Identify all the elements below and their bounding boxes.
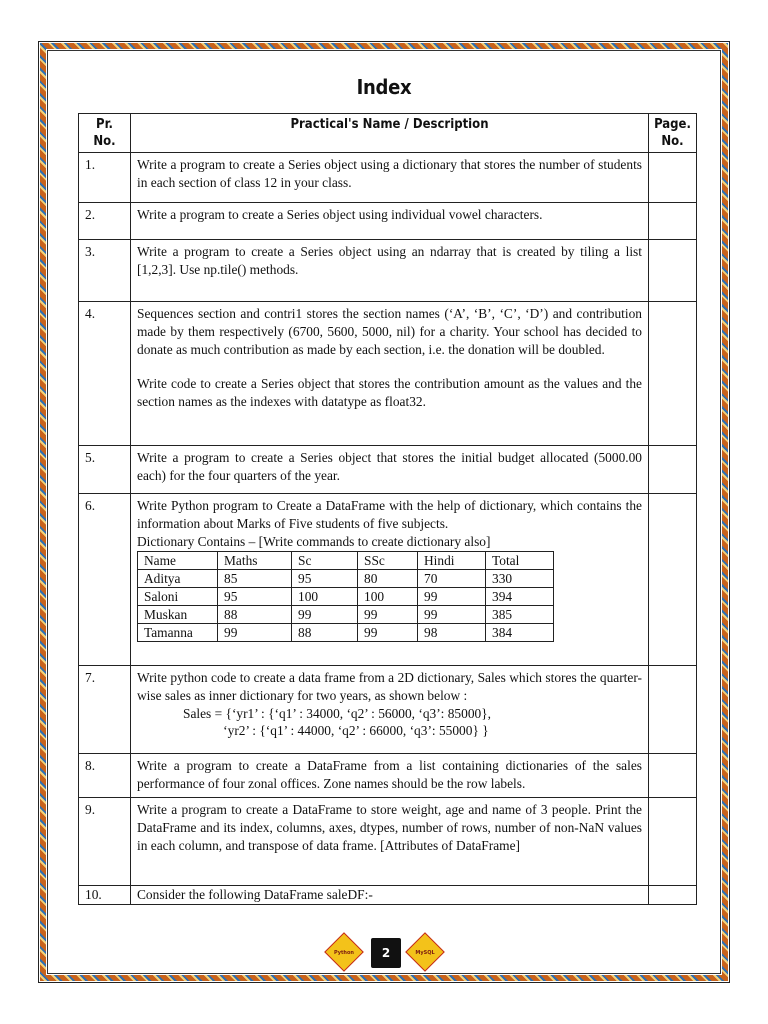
marks-table-body — [138, 552, 554, 642]
marks-cell: 99 — [358, 624, 418, 642]
table-row: 9. Write a program to create a DataFrame to store weight, age and name of 3 people. Print the DataFrame and its index, columns, axes, dtypes, number of rows, number of non-NaN values in each column, and transpose of data frame. [Attributes of DataFrame] — [79, 798, 697, 886]
marks-cell: Aditya — [138, 570, 218, 588]
table-row: 2. Write a program to create a Series object using individual vowel characters. — [79, 203, 697, 240]
table-row: 10. Consider the following DataFrame saleDF:- — [79, 886, 697, 905]
python-badge-label: Python — [334, 950, 354, 956]
page-title: Index — [356, 75, 412, 99]
marks-cell: 100 — [292, 588, 358, 606]
marks-cell: 384 — [486, 624, 554, 642]
page-cell — [649, 666, 697, 754]
code-line: ‘yr2’ : {‘q1’ : 44000, ‘q2’ : 66000, ‘q3’: 55000} } — [183, 723, 489, 739]
marks-cell: 88 — [218, 606, 292, 624]
table-row: 7. Write python code to create a data frame from a 2D dictionary, Sales which stores the quarter-wise sales as inner dictionary for two years, as shown below : Sales = {‘yr1’ : {‘q1’ : 34000, ‘q2’ : 56000, ‘q3’: 85000}, ‘yr2’ : {‘q1’ : 44000, ‘q2’ : 66000, ‘q3’: 55000} } — [79, 666, 697, 754]
practical-description: Write a program to create a Series object using individual vowel characters. — [131, 203, 649, 240]
practical-description: Write a program to create a Series object using a dictionary that stores the number of students in each section of class 12 in your class. — [131, 153, 649, 203]
marks-cell: 99 — [358, 606, 418, 624]
table-row: 6. Write Python program to Create a DataFrame with the help of dictionary, which contains the information about Marks of Five students of five subjects. Dictionary Contains – [Write commands to create dictionary also] Name Maths Sc SSc Hindi Total Aditya 85 95 80 70 330 Saloni 95 100 100 99 394 Muskan 88 99 99 99 385 Tamanna 99 88 99 98 384 — [79, 494, 697, 666]
table-row: 3. Write a program to create a Series object using an ndarray that is created by tiling a list [1,2,3]. Use np.tile() methods. — [79, 240, 697, 302]
marks-cell: 85 — [218, 570, 292, 588]
marks-cell: 95 — [218, 588, 292, 606]
page-footer — [0, 932, 768, 972]
page-cell — [649, 494, 697, 666]
marks-cell: Total — [486, 552, 554, 570]
marks-cell: 394 — [486, 588, 554, 606]
index-table — [78, 113, 697, 905]
marks-cell: 99 — [292, 606, 358, 624]
page-cell — [649, 240, 697, 302]
marks-cell: 98 — [418, 624, 486, 642]
marks-cell: 80 — [358, 570, 418, 588]
header-page-no: Page. No. — [649, 114, 697, 153]
page-number: 2 — [371, 938, 401, 968]
marks-cell: 99 — [218, 624, 292, 642]
page-cell — [649, 798, 697, 886]
marks-row — [138, 606, 554, 624]
marks-cell: 95 — [292, 570, 358, 588]
marks-cell: 70 — [418, 570, 486, 588]
mysql-badge-label: MySQL — [415, 950, 435, 956]
practical-description: Write Python program to Create a DataFrame with the help of dictionary, which contains the information about Marks of Five students of five subjects. Dictionary Contains – [Write commands to create dictionary also] Name Maths Sc SSc Hindi Total Aditya 85 95 80 70 330 Saloni 95 100 100 99 394 Muskan 88 99 99 99 385 Tamanna 99 88 99 98 384 — [131, 494, 649, 666]
marks-row — [138, 570, 554, 588]
marks-cell: Muskan — [138, 606, 218, 624]
practical-description: Write a program to create a Series object using an ndarray that is created by tiling a list [1,2,3]. Use np.tile() methods. — [131, 240, 649, 302]
table-row: 5. Write a program to create a Series object that stores the initial budget allocated (5000.00 each) for the four quarters of the year. — [79, 446, 697, 494]
marks-table — [137, 551, 554, 642]
marks-cell: Hindi — [418, 552, 486, 570]
marks-cell: 88 — [292, 624, 358, 642]
header-practical-no: Pr. No. — [79, 114, 131, 153]
marks-cell: 330 — [486, 570, 554, 588]
table-row: 4. Sequences section and contri1 stores the section names (‘A’, ‘B’, ‘C’, ‘D’) and contribution made by them respectively (6700, 5600, 5000, nil) for a charity. Your school has decided to donate as much contribution as made by each section, i.e. the donation will be doubled. Write code to create a Series object that stores the contribution amount as the values and the section names as the indexes with datatype as float32. — [79, 302, 697, 446]
practical-description: Write a program to create a Series object that stores the initial budget allocated (5000.00 each) for the four quarters of the year. — [131, 446, 649, 494]
index-header-row — [79, 114, 697, 153]
marks-cell: Maths — [218, 552, 292, 570]
marks-cell: Sc — [292, 552, 358, 570]
marks-cell: 99 — [418, 588, 486, 606]
marks-cell: 100 — [358, 588, 418, 606]
practical-description: Write a program to create a DataFrame from a list containing dictionaries of the sales performance of four zonal offices. Zone names should be the row labels. — [131, 754, 649, 798]
marks-cell: 385 — [486, 606, 554, 624]
marks-cell: SSc — [358, 552, 418, 570]
header-practical-name: Practical's Name / Description — [131, 114, 649, 153]
page-cell — [649, 886, 697, 905]
page-cell — [649, 754, 697, 798]
page-cell — [649, 302, 697, 446]
page-cell — [649, 446, 697, 494]
page-cell — [649, 153, 697, 203]
marks-row — [138, 588, 554, 606]
table-row: 8. Write a program to create a DataFrame from a list containing dictionaries of the sales performance of four zonal offices. Zone names should be the row labels. — [79, 754, 697, 798]
practical-description: Write python code to create a data frame from a 2D dictionary, Sales which stores the quarter-wise sales as inner dictionary for two years, as shown below : Sales = {‘yr1’ : {‘q1’ : 34000, ‘q2’ : 56000, ‘q3’: 85000}, ‘yr2’ : {‘q1’ : 44000, ‘q2’ : 66000, ‘q3’: 55000} } — [131, 666, 649, 754]
marks-cell: Tamanna — [138, 624, 218, 642]
practical-description: Consider the following DataFrame saleDF:- — [131, 886, 649, 905]
marks-cell: 99 — [418, 606, 486, 624]
marks-cell: Name — [138, 552, 218, 570]
practical-description: Sequences section and contri1 stores the section names (‘A’, ‘B’, ‘C’, ‘D’) and contribution made by them respectively (6700, 5600, 5000, nil) for a charity. Your school has decided to donate as much contribution as made by each section, i.e. the donation will be doubled. Write code to create a Series object that stores the contribution amount as the values and the section names as the indexes with datatype as float32. — [131, 302, 649, 446]
table-row: 1. Write a program to create a Series object using a dictionary that stores the number of students in each section of class 12 in your class. — [79, 153, 697, 203]
marks-row — [138, 624, 554, 642]
code-line: Sales = {‘yr1’ : {‘q1’ : 34000, ‘q2’ : 56000, ‘q3’: 85000}, — [183, 705, 491, 721]
marks-cell: Saloni — [138, 588, 218, 606]
page-cell — [649, 203, 697, 240]
marks-header-row — [138, 552, 554, 570]
practical-description: Write a program to create a DataFrame to store weight, age and name of 3 people. Print the DataFrame and its index, columns, axes, dtypes, number of rows, number of non-NaN values in each column, and transpose of data frame. [Attributes of DataFrame] — [131, 798, 649, 886]
